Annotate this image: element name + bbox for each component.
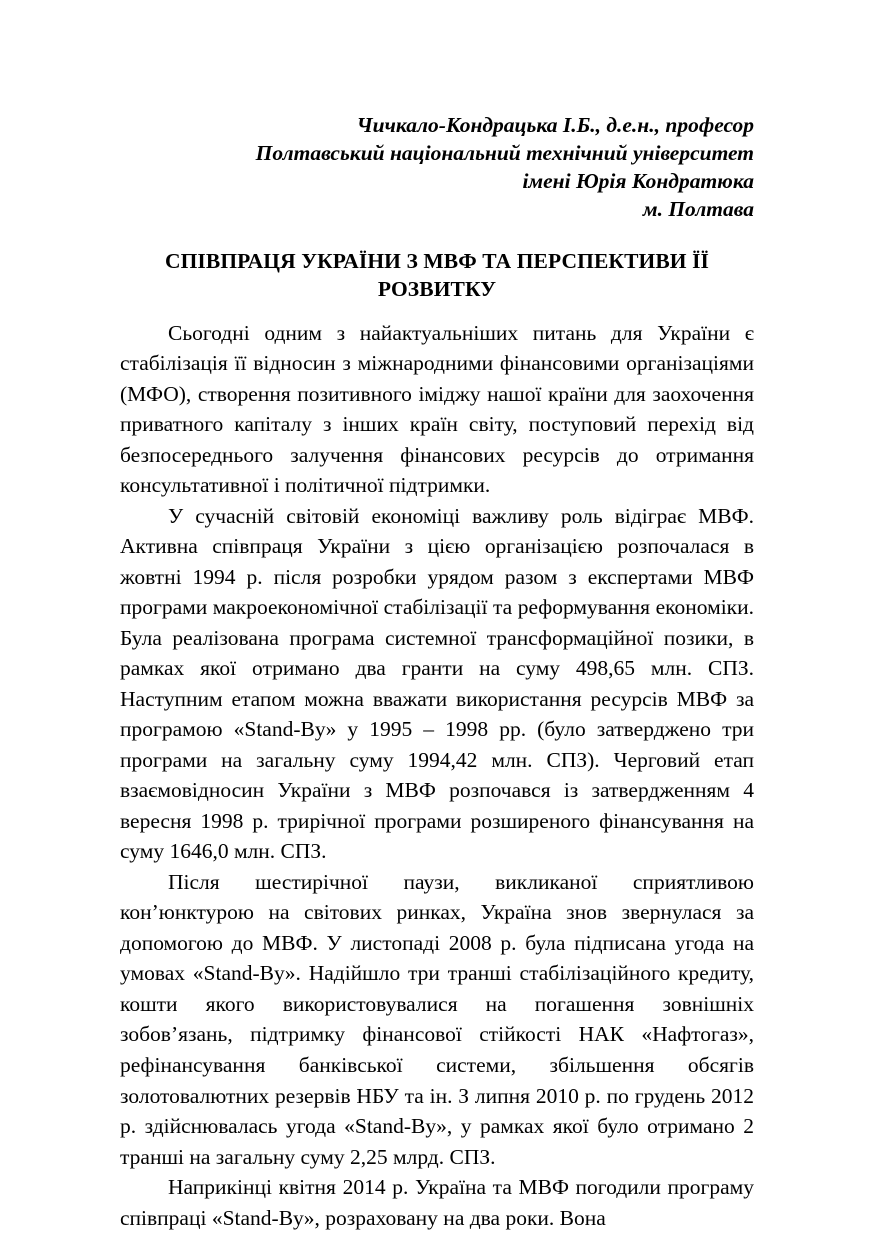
paragraph: У сучасній світовій економіці важливу роль відіграє МВФ. Активна співпраця України з цією організацією розпочалася в жовтні 1994 р. після розробки урядом разом з експертами МВФ програми макроекономічної стабілізації та реформування економіки. Була реалізована програма системної трансформаційної позики, в рамках якої отримано два гранти на суму 498,65 млн. СПЗ. Наступним етапом можна вважати використання ресурсів МВФ за програмою «Stand-By» у 1995 – 1998 рр. (було затверджено три програми на загальну суму 1994,42 млн. СПЗ). Черговий етап взаємовідносин України з МВФ розпочався із затвердженням 4 вересня 1998 р. трирічної програми розширеного фінансування на суму 1646,0 млн. СПЗ.: [120, 503, 754, 864]
paragraph: Наприкінці квітня 2014 р. Україна та МВФ погодили програму співпраці «Stand-By», розраховану на два роки. Вона: [120, 1175, 754, 1230]
author-affiliation-line-2: імені Юрія Кондратюка: [522, 168, 754, 193]
author-city: м. Полтава: [642, 196, 754, 221]
author-block: [120, 112, 754, 224]
paragraph: Сьогодні одним з найактуальніших питань для України є стабілізація її відносин з міжнародними фінансовими організаціями (МФО), створення позитивного іміджу нашої країни для заохочення приватного капіталу з інших країн світу, поступовий перехід від безпосереднього залучення фінансових ресурсів до отримання консультативної і політичної підтримки.: [120, 320, 754, 498]
author-affiliation-line-1: Полтавський національний технічний університет: [255, 140, 754, 165]
paragraph: Після шестирічної паузи, викликаної сприятливою кон’юнктурою на світових ринках, Україна знов звернулася за допомогою до МВФ. У листопаді 2008 р. була підписана угода на умовах «Stand-By». Надійшло три транші стабілізаційного кредиту, кошти якого використовувалися на погашення зовнішніх зобов’язань, підтримку фінансової стійкості НАК «Нафтогаз», рефінансування банківської системи, збільшення обсягів золотовалютних резервів НБУ та ін. З липня 2010 р. по грудень 2012 р. здійснювалась угода «Stand-By», у рамках якої було отримано 2 транші на загальну суму 2,25 млрд. СПЗ.: [120, 869, 754, 1169]
document-body: [120, 318, 754, 1233]
page-title: СПІВПРАЦЯ УКРАЇНИ З МВФ ТА ПЕРСПЕКТИВИ ЇЇ РОЗВИТКУ: [164, 248, 710, 301]
author-name: Чичкало-Кондрацька І.Б., д.е.н., професор: [356, 113, 754, 137]
